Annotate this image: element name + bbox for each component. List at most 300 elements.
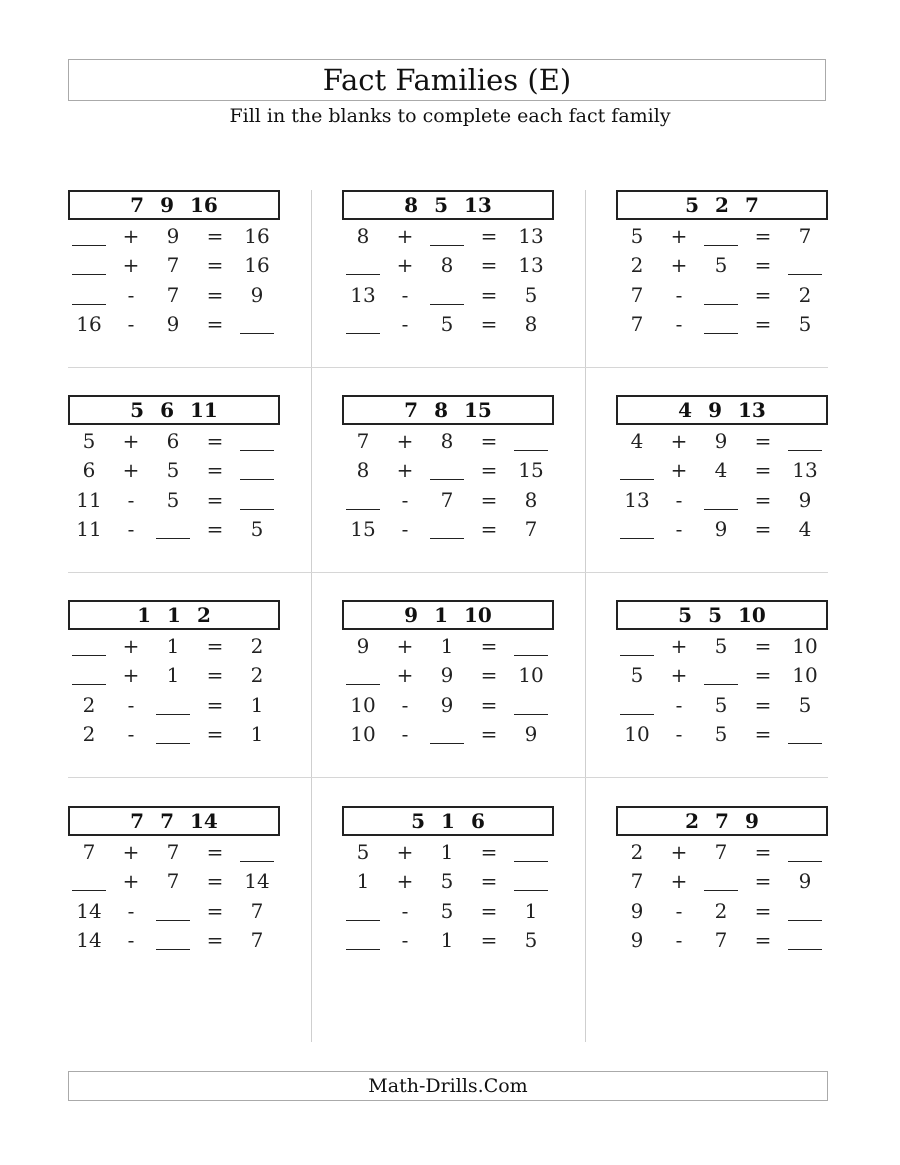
equation-number: 7 — [630, 869, 644, 894]
fact-family — [342, 190, 554, 337]
operator: + — [670, 663, 688, 688]
blank-line[interactable] — [620, 634, 654, 656]
answer-blank[interactable] — [702, 869, 740, 893]
fact-family-numbers-box — [342, 806, 554, 836]
blank-line[interactable] — [156, 693, 190, 715]
equation-row — [342, 454, 554, 483]
equation-number: 1 — [166, 634, 180, 658]
equation-number: 8 — [440, 253, 454, 278]
equation-number: 4 — [798, 516, 812, 541]
equals-sign: = — [206, 663, 224, 688]
operator: + — [396, 634, 414, 658]
equation-number: 13 — [792, 458, 818, 483]
family-number: 10 — [738, 603, 766, 627]
blank-line[interactable] — [788, 928, 822, 950]
answer-blank[interactable] — [154, 517, 192, 541]
blank-line[interactable] — [788, 429, 822, 451]
operator: + — [122, 224, 140, 248]
operator: + — [122, 253, 140, 278]
blank-line[interactable] — [240, 429, 274, 451]
equals-sign: = — [206, 927, 224, 952]
equation-number: 5 — [250, 516, 264, 541]
operator: + — [396, 429, 414, 453]
answer-blank[interactable] — [786, 253, 824, 277]
equation-number: 9 — [630, 898, 644, 923]
equation-row — [342, 630, 554, 659]
family-number: 9 — [708, 398, 722, 422]
blank-line[interactable] — [788, 840, 822, 862]
answer-blank[interactable] — [786, 928, 824, 952]
blank-line[interactable] — [240, 458, 274, 480]
blank-line[interactable] — [514, 840, 548, 862]
equation-number: 9 — [524, 721, 538, 746]
blank-line[interactable] — [514, 429, 548, 451]
equation-row — [342, 279, 554, 308]
equals-sign: = — [206, 516, 224, 541]
operator: + — [396, 458, 414, 483]
equation-number: 9 — [166, 224, 180, 248]
equation-row — [616, 454, 828, 483]
equals-sign: = — [480, 721, 498, 746]
answer-blank[interactable] — [70, 253, 108, 277]
operator: + — [670, 253, 688, 278]
equation-number: 5 — [440, 311, 454, 336]
operator: + — [670, 634, 688, 658]
answer-blank[interactable] — [238, 429, 276, 453]
equals-sign: = — [754, 692, 772, 717]
answer-blank[interactable] — [512, 869, 550, 893]
blank-line[interactable] — [704, 312, 738, 334]
blank-line[interactable] — [72, 283, 106, 305]
blank-line[interactable] — [346, 663, 380, 685]
operator: - — [401, 721, 409, 746]
equation-row — [342, 865, 554, 894]
operator: - — [127, 927, 135, 952]
operator: - — [675, 898, 683, 923]
answer-blank[interactable] — [154, 722, 192, 746]
operator: + — [396, 840, 414, 864]
equals-sign: = — [206, 869, 224, 894]
equation-number: 4 — [630, 429, 644, 453]
blank-line[interactable] — [788, 253, 822, 275]
blank-line[interactable] — [704, 224, 738, 246]
blank-line[interactable] — [72, 634, 106, 656]
equation-number: 9 — [798, 487, 812, 512]
blank-line[interactable] — [514, 869, 548, 891]
equation-row — [342, 689, 554, 718]
family-number: 9 — [160, 193, 174, 217]
equals-sign: = — [480, 429, 498, 453]
operator: - — [675, 487, 683, 512]
operator: - — [401, 898, 409, 923]
blank-line[interactable] — [156, 722, 190, 744]
equation-number: 10 — [624, 721, 650, 746]
answer-blank[interactable] — [618, 517, 656, 541]
operator: - — [675, 692, 683, 717]
blank-line[interactable] — [514, 693, 548, 715]
fact-family-numbers-box — [616, 806, 828, 836]
operator: + — [670, 869, 688, 894]
family-number: 1 — [167, 603, 181, 627]
operator: - — [675, 282, 683, 307]
blank-line[interactable] — [704, 869, 738, 891]
equation-row — [68, 689, 280, 718]
equation-number: 6 — [166, 429, 180, 453]
equals-sign: = — [480, 224, 498, 248]
answer-blank[interactable] — [786, 899, 824, 923]
equals-sign: = — [206, 253, 224, 278]
row-divider — [68, 777, 828, 778]
equation-number: 13 — [518, 253, 544, 278]
fact-family — [68, 395, 280, 542]
equation-number: 5 — [714, 692, 728, 717]
operator: + — [122, 869, 140, 894]
blank-line[interactable] — [346, 253, 380, 275]
equation-number: 1 — [440, 840, 454, 864]
equation-number: 7 — [714, 840, 728, 864]
equation-row — [342, 484, 554, 513]
equation-number: 16 — [244, 253, 270, 278]
blank-line[interactable] — [72, 869, 106, 891]
operator: - — [401, 927, 409, 952]
family-number: 6 — [470, 809, 485, 833]
answer-blank[interactable] — [512, 693, 550, 717]
family-number: 5 — [678, 603, 693, 627]
equation-number: 6 — [82, 458, 96, 483]
equation-number: 5 — [714, 721, 728, 746]
fact-family-numbers-box — [342, 190, 554, 220]
equation-row — [68, 249, 280, 278]
operator: - — [127, 516, 135, 541]
equals-sign: = — [754, 311, 772, 336]
equation-number: 10 — [792, 663, 818, 688]
equation-row — [342, 425, 554, 454]
equals-sign: = — [754, 516, 772, 541]
operator: - — [127, 487, 135, 512]
answer-blank[interactable] — [344, 312, 382, 336]
family-number: 4 — [678, 398, 693, 422]
blank-line[interactable] — [514, 634, 548, 656]
answer-blank[interactable] — [238, 840, 276, 864]
blank-line[interactable] — [240, 312, 274, 334]
family-number: 6 — [160, 398, 174, 422]
equation-number: 2 — [82, 721, 96, 746]
blank-line[interactable] — [788, 722, 822, 744]
equation-number: 11 — [76, 487, 102, 512]
family-number: 1 — [137, 603, 152, 627]
answer-blank[interactable] — [70, 663, 108, 687]
equals-sign: = — [754, 429, 772, 453]
worksheet-title: Fact Families (E) — [322, 63, 572, 97]
blank-line[interactable] — [620, 693, 654, 715]
answer-blank[interactable] — [70, 283, 108, 307]
equation-number: 13 — [350, 282, 376, 307]
equation-row — [68, 630, 280, 659]
equals-sign: = — [206, 458, 224, 483]
equals-sign: = — [754, 282, 772, 307]
equation-row — [616, 689, 828, 718]
worksheet-title-box — [68, 59, 826, 101]
equation-row — [342, 924, 554, 953]
blank-line[interactable] — [240, 840, 274, 862]
equals-sign: = — [206, 282, 224, 307]
equals-sign: = — [206, 692, 224, 717]
blank-line[interactable] — [72, 253, 106, 275]
blank-line[interactable] — [430, 722, 464, 744]
fact-family — [616, 806, 828, 953]
equation-number: 9 — [166, 311, 180, 336]
answer-blank[interactable] — [344, 253, 382, 277]
equation-number: 11 — [76, 516, 102, 541]
answer-blank[interactable] — [70, 869, 108, 893]
operator: + — [122, 634, 140, 658]
equals-sign: = — [754, 253, 772, 278]
row-divider — [68, 572, 828, 573]
equation-number: 5 — [630, 663, 644, 688]
answer-blank[interactable] — [154, 899, 192, 923]
column-divider — [585, 190, 586, 1042]
family-number: 8 — [404, 193, 419, 217]
fact-family — [68, 190, 280, 337]
blank-line[interactable] — [430, 224, 464, 246]
equals-sign: = — [206, 311, 224, 336]
family-number: 13 — [738, 398, 766, 422]
operator: - — [401, 311, 409, 336]
operator: + — [122, 663, 140, 688]
equation-number: 10 — [792, 634, 818, 658]
equals-sign: = — [480, 516, 498, 541]
blank-line[interactable] — [430, 458, 464, 480]
blank-line[interactable] — [704, 283, 738, 305]
blank-line[interactable] — [156, 517, 190, 539]
equation-number: 7 — [798, 224, 812, 248]
operator: - — [127, 311, 135, 336]
equation-row — [616, 924, 828, 953]
family-number: 7 — [130, 809, 145, 833]
equation-number: 5 — [440, 898, 454, 923]
fact-family-numbers-box — [616, 395, 828, 425]
family-number: 8 — [434, 398, 448, 422]
answer-blank[interactable] — [702, 224, 740, 248]
equals-sign: = — [754, 487, 772, 512]
answer-blank[interactable] — [618, 634, 656, 658]
equation-number: 7 — [714, 927, 728, 952]
equation-number: 7 — [630, 311, 644, 336]
operator: + — [122, 840, 140, 864]
equation-number: 7 — [356, 429, 370, 453]
blank-line[interactable] — [72, 663, 106, 685]
equation-row — [616, 220, 828, 249]
blank-line[interactable] — [346, 312, 380, 334]
equation-row — [342, 718, 554, 747]
equation-row — [616, 484, 828, 513]
fact-family-numbers-box — [68, 806, 280, 836]
equation-row — [68, 836, 280, 865]
answer-blank[interactable] — [428, 722, 466, 746]
equals-sign: = — [754, 458, 772, 483]
answer-blank[interactable] — [702, 312, 740, 336]
blank-line[interactable] — [620, 517, 654, 539]
blank-line[interactable] — [430, 517, 464, 539]
equals-sign: = — [480, 898, 498, 923]
equation-row — [342, 836, 554, 865]
answer-blank[interactable] — [702, 283, 740, 307]
equation-number: 1 — [250, 692, 264, 717]
equation-row — [68, 220, 280, 249]
equation-number: 9 — [440, 663, 454, 688]
equals-sign: = — [206, 487, 224, 512]
family-number: 1 — [434, 603, 448, 627]
family-number: 2 — [196, 603, 211, 627]
operator: - — [401, 487, 409, 512]
fact-family — [616, 190, 828, 337]
equation-number: 2 — [630, 840, 644, 864]
family-number: 2 — [685, 809, 700, 833]
answer-blank[interactable] — [238, 488, 276, 512]
answer-blank[interactable] — [428, 224, 466, 248]
blank-line[interactable] — [346, 928, 380, 950]
answer-blank[interactable] — [786, 722, 824, 746]
equation-row — [68, 454, 280, 483]
fact-family — [616, 600, 828, 747]
operator: - — [675, 721, 683, 746]
answer-blank[interactable] — [512, 429, 550, 453]
operator: + — [396, 253, 414, 278]
equation-number: 10 — [350, 692, 376, 717]
family-number: 7 — [160, 809, 174, 833]
operator: + — [122, 429, 140, 453]
equation-number: 4 — [714, 458, 728, 483]
equals-sign: = — [206, 634, 224, 658]
answer-blank[interactable] — [702, 488, 740, 512]
operator: + — [122, 458, 140, 483]
equation-number: 13 — [518, 224, 544, 248]
family-number: 7 — [404, 398, 419, 422]
equals-sign: = — [754, 898, 772, 923]
equals-sign: = — [480, 487, 498, 512]
blank-line[interactable] — [156, 899, 190, 921]
equals-sign: = — [480, 840, 498, 864]
equation-number: 5 — [524, 927, 538, 952]
answer-blank[interactable] — [154, 928, 192, 952]
equation-number: 7 — [440, 487, 454, 512]
answer-blank[interactable] — [344, 899, 382, 923]
operator: - — [675, 516, 683, 541]
equation-number: 2 — [630, 253, 644, 278]
fact-family-numbers-box — [342, 395, 554, 425]
equals-sign: = — [754, 663, 772, 688]
answer-blank[interactable] — [786, 429, 824, 453]
answer-blank[interactable] — [428, 458, 466, 482]
answer-blank[interactable] — [238, 458, 276, 482]
equals-sign: = — [480, 927, 498, 952]
equation-number: 10 — [350, 721, 376, 746]
family-number: 14 — [190, 809, 218, 833]
equation-number: 7 — [82, 840, 96, 864]
blank-line[interactable] — [704, 663, 738, 685]
equation-number: 5 — [166, 487, 180, 512]
operator: + — [670, 224, 688, 248]
answer-blank[interactable] — [618, 458, 656, 482]
equation-row — [342, 220, 554, 249]
equation-number: 5 — [798, 311, 812, 336]
equation-row — [616, 836, 828, 865]
equation-row — [68, 308, 280, 337]
answer-blank[interactable] — [70, 634, 108, 658]
equation-number: 15 — [518, 458, 544, 483]
answer-blank[interactable] — [344, 663, 382, 687]
equation-number: 7 — [166, 282, 180, 307]
family-number: 9 — [744, 809, 759, 833]
equals-sign: = — [480, 869, 498, 894]
blank-line[interactable] — [156, 928, 190, 950]
equation-number: 1 — [166, 663, 180, 688]
answer-blank[interactable] — [512, 840, 550, 864]
family-number: 10 — [464, 603, 492, 627]
equation-number: 5 — [166, 458, 180, 483]
equation-row — [616, 279, 828, 308]
family-number: 7 — [130, 193, 145, 217]
equation-row — [342, 249, 554, 278]
blank-line[interactable] — [240, 488, 274, 510]
blank-line[interactable] — [430, 283, 464, 305]
equals-sign: = — [480, 282, 498, 307]
equation-number: 14 — [244, 869, 270, 894]
fact-family — [68, 806, 280, 953]
answer-blank[interactable] — [70, 224, 108, 248]
equation-row — [68, 865, 280, 894]
operator: - — [127, 721, 135, 746]
answer-blank[interactable] — [786, 840, 824, 864]
answer-blank[interactable] — [428, 517, 466, 541]
equals-sign: = — [754, 840, 772, 864]
equation-number: 7 — [250, 898, 264, 923]
answer-blank[interactable] — [428, 283, 466, 307]
fact-family — [342, 600, 554, 747]
blank-line[interactable] — [72, 224, 106, 246]
equals-sign: = — [206, 224, 224, 248]
blank-line[interactable] — [346, 488, 380, 510]
operator: + — [670, 429, 688, 453]
fact-family-numbers-box — [68, 190, 280, 220]
equation-row — [342, 513, 554, 542]
answer-blank[interactable] — [154, 693, 192, 717]
equation-number: 14 — [76, 927, 102, 952]
equation-number: 2 — [250, 663, 264, 688]
blank-line[interactable] — [704, 488, 738, 510]
answer-blank[interactable] — [238, 312, 276, 336]
equation-row — [68, 718, 280, 747]
blank-line[interactable] — [620, 458, 654, 480]
blank-line[interactable] — [788, 899, 822, 921]
answer-blank[interactable] — [618, 693, 656, 717]
equals-sign: = — [480, 311, 498, 336]
operator: - — [401, 692, 409, 717]
answer-blank[interactable] — [344, 488, 382, 512]
equation-row — [616, 425, 828, 454]
equals-sign: = — [754, 927, 772, 952]
operator: - — [127, 898, 135, 923]
equation-row — [616, 513, 828, 542]
answer-blank[interactable] — [702, 663, 740, 687]
blank-line[interactable] — [346, 899, 380, 921]
family-number: 5 — [411, 809, 426, 833]
answer-blank[interactable] — [344, 928, 382, 952]
answer-blank[interactable] — [512, 634, 550, 658]
fact-family — [616, 395, 828, 542]
equation-number: 16 — [76, 311, 102, 336]
worksheet-instructions: Fill in the blanks to complete each fact family — [229, 105, 671, 127]
